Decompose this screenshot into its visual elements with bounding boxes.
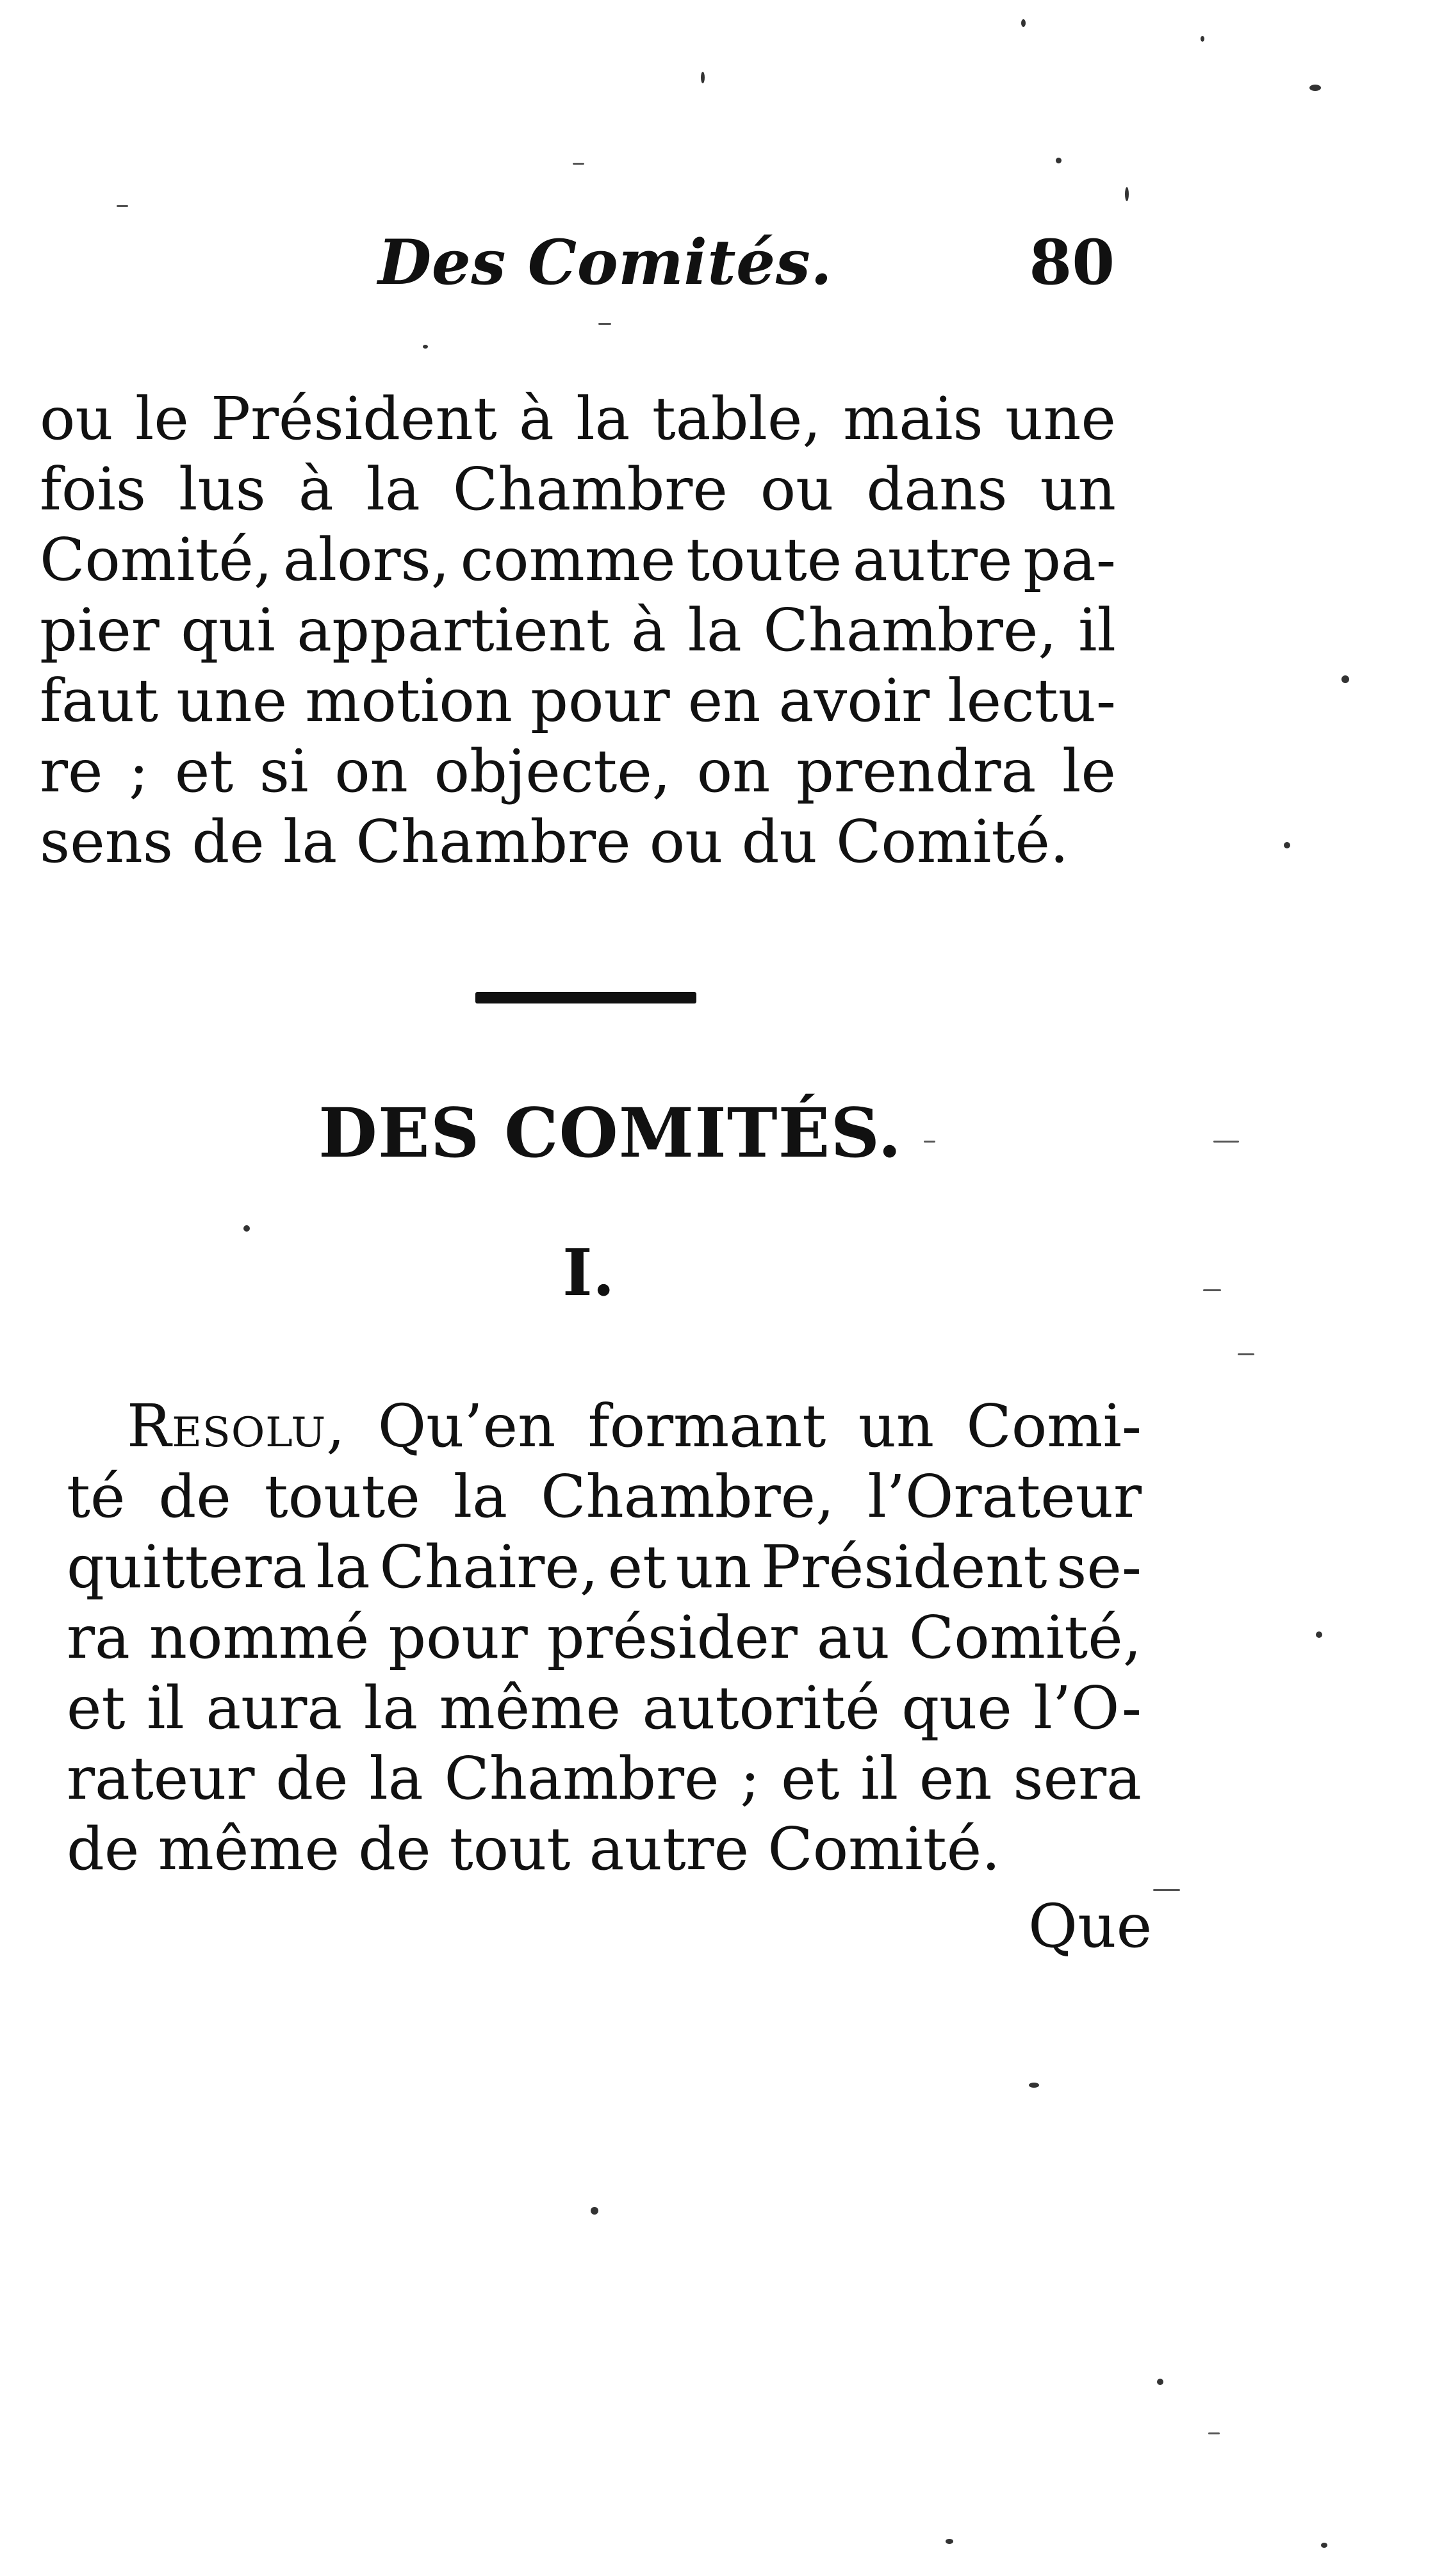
word: fois — [40, 455, 147, 524]
word: même — [439, 1674, 621, 1742]
scan-speck — [1321, 2543, 1327, 2548]
scan-speck — [1056, 158, 1062, 163]
paragraph-2-line-3 — [67, 1533, 1142, 1601]
word: aura — [206, 1674, 343, 1742]
word: l’O- — [1033, 1674, 1142, 1742]
paragraph-1-line-6 — [40, 737, 1116, 805]
word: au — [816, 1603, 890, 1672]
scan-speck — [1021, 19, 1026, 27]
paragraph-1-line-5 — [40, 666, 1116, 735]
word: si — [259, 737, 309, 805]
word: alors, — [283, 525, 450, 594]
word: on — [334, 737, 408, 805]
word: pour — [388, 1603, 528, 1672]
word: une — [176, 666, 288, 735]
word: le — [135, 384, 189, 453]
word: l’Orateur — [867, 1462, 1142, 1531]
catchword: Que — [1028, 1892, 1152, 1961]
word: il — [1078, 596, 1116, 665]
word: quittera — [67, 1533, 307, 1601]
word: Chambre — [452, 455, 728, 524]
word: qui — [181, 596, 275, 665]
paragraph-2-line-5 — [67, 1674, 1142, 1742]
word: té — [67, 1462, 126, 1531]
running-title: Des Comités. — [378, 226, 833, 299]
word: dans — [866, 455, 1008, 524]
word: Chambre, — [763, 596, 1057, 665]
word: à — [519, 384, 554, 453]
word: faut — [40, 666, 159, 735]
word: de — [158, 1462, 231, 1531]
paragraph-1-line-2 — [40, 455, 1116, 524]
word: pour — [530, 666, 670, 735]
word: un — [858, 1392, 935, 1460]
word: lectu- — [947, 666, 1116, 735]
word: ra — [67, 1603, 130, 1672]
scan-mark — [1238, 1353, 1254, 1355]
scan-speck — [946, 2539, 953, 2544]
scan-mark — [1153, 1889, 1180, 1891]
word: la — [363, 1674, 418, 1742]
word: et — [174, 737, 234, 805]
word: Chambre — [444, 1744, 719, 1813]
word: Comité, — [40, 525, 273, 594]
scan-speck — [1309, 85, 1321, 91]
word: un — [1040, 455, 1116, 524]
scan-mark — [1213, 1141, 1239, 1143]
word: comme — [460, 525, 676, 594]
word: autre — [852, 525, 1013, 594]
word: Qu’en — [377, 1392, 556, 1460]
word: autorité — [642, 1674, 880, 1742]
word: rateur — [67, 1744, 255, 1813]
paragraph-1-line-3 — [40, 525, 1116, 594]
word: pa- — [1023, 525, 1116, 594]
word: toute — [264, 1462, 420, 1531]
scan-speck — [1341, 675, 1349, 683]
section-rule — [475, 992, 696, 1003]
scan-mark — [924, 1141, 935, 1143]
word: Chambre, — [541, 1462, 835, 1531]
word: re — [40, 737, 103, 805]
word: il — [146, 1674, 184, 1742]
paragraph-1-line-1 — [40, 384, 1116, 453]
word: ou — [40, 384, 113, 453]
word: et — [607, 1533, 667, 1601]
word: ; — [740, 1744, 760, 1813]
word: et — [781, 1744, 840, 1813]
word: Président — [211, 384, 497, 453]
word: Chaire, — [379, 1533, 599, 1601]
word: en — [687, 666, 761, 735]
scan-mark — [1208, 2432, 1220, 2434]
scan-speck — [1125, 187, 1129, 201]
word: à — [631, 596, 667, 665]
paragraph-2-line-2 — [67, 1462, 1142, 1531]
paragraph-1-line-7: sens de la Chambre ou du Comité. — [40, 807, 1069, 876]
word: un — [675, 1533, 752, 1601]
word: la — [316, 1533, 370, 1601]
word: en — [919, 1744, 992, 1813]
word: il — [860, 1744, 899, 1813]
section-heading: DES COMITÉS. — [318, 1093, 903, 1173]
word: la — [369, 1744, 423, 1813]
word: ou — [760, 455, 834, 524]
resolution-word: Resolu, — [127, 1392, 346, 1460]
word: se- — [1056, 1533, 1142, 1601]
word: mais — [842, 384, 983, 453]
paragraph-2-line-4 — [67, 1603, 1142, 1672]
word: et — [67, 1674, 126, 1742]
scan-speck — [1284, 842, 1290, 848]
word: objecte, — [434, 737, 671, 805]
scan-mark — [573, 163, 584, 165]
word: table, — [652, 384, 821, 453]
word: appartient — [297, 596, 610, 665]
word: Comité, — [908, 1603, 1142, 1672]
word: motion — [305, 666, 512, 735]
word: que — [901, 1674, 1012, 1742]
scan-mark — [117, 205, 128, 207]
scan-speck — [591, 2207, 598, 2215]
scan-speck — [1316, 1631, 1322, 1638]
scan-speck — [701, 72, 705, 83]
paragraph-2-line-6 — [67, 1744, 1142, 1813]
word: présider — [546, 1603, 798, 1672]
scan-speck — [1029, 2083, 1039, 2088]
word: on — [696, 737, 771, 805]
word: nommé — [149, 1603, 370, 1672]
scan-speck — [243, 1225, 250, 1232]
scan-speck — [423, 345, 428, 349]
paragraph-2-line-1 — [127, 1392, 1142, 1460]
word: la — [576, 384, 630, 453]
word: une — [1005, 384, 1116, 453]
word: à — [298, 455, 334, 524]
scan-mark — [1203, 1289, 1221, 1291]
word: le — [1062, 737, 1116, 805]
scan-mark — [598, 323, 611, 325]
word: ; — [129, 737, 149, 805]
paragraph-1-line-4 — [40, 596, 1116, 665]
running-header — [378, 226, 1115, 315]
word: pier — [40, 596, 160, 665]
article-number: I. — [562, 1235, 615, 1310]
word: sera — [1013, 1744, 1142, 1813]
word: de — [275, 1744, 348, 1813]
word: la — [687, 596, 742, 665]
word: la — [366, 455, 420, 524]
word: prendra — [796, 737, 1037, 805]
word: Président — [760, 1533, 1047, 1601]
scan-speck — [1201, 36, 1204, 42]
word: lus — [179, 455, 266, 524]
page-number: 80 — [1029, 226, 1115, 299]
scan-speck — [1157, 2379, 1163, 2385]
word: avoir — [778, 666, 930, 735]
paragraph-2-line-7: de même de tout autre Comité. — [67, 1815, 1001, 1883]
word: la — [453, 1462, 508, 1531]
word: Comi- — [966, 1392, 1142, 1460]
word: toute — [686, 525, 842, 594]
word: formant — [587, 1392, 826, 1460]
